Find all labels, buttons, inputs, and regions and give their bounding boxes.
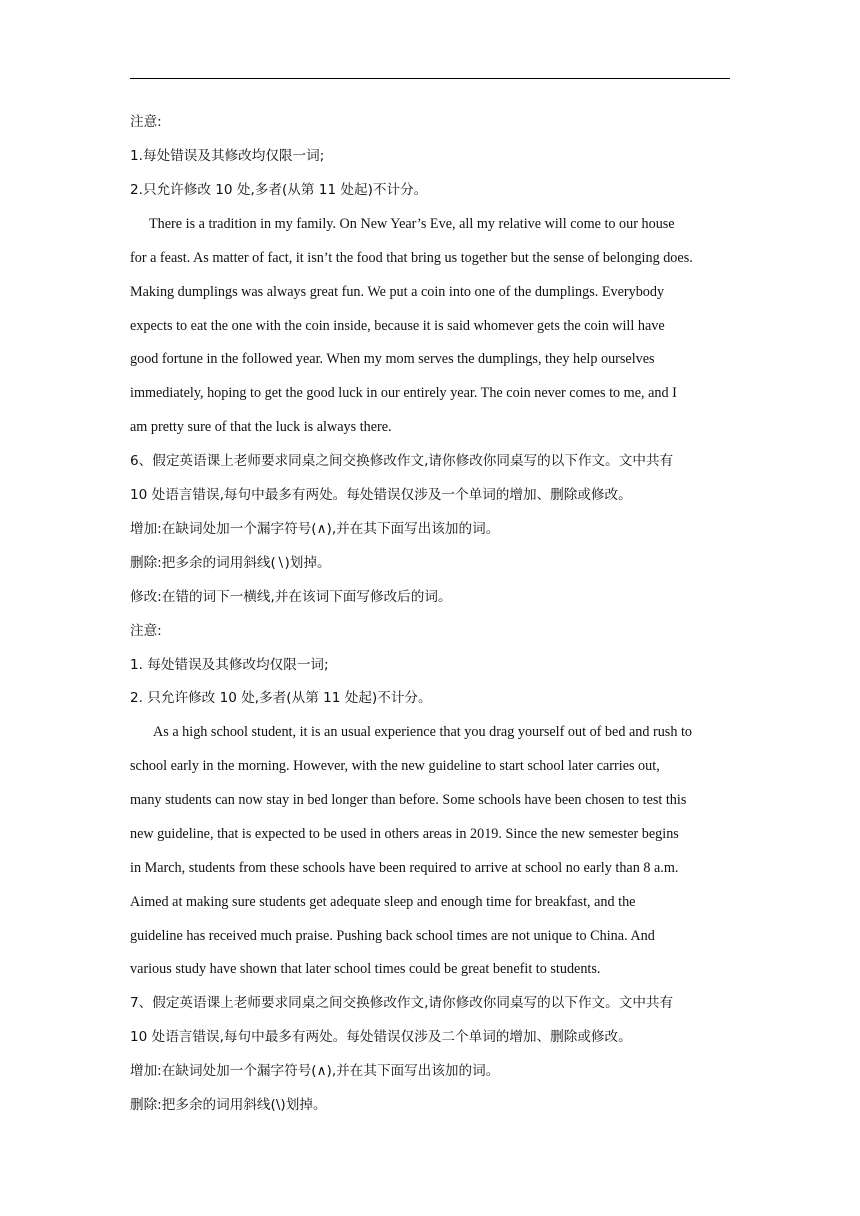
header-rule <box>130 78 730 79</box>
note-item-2: 2.只允许修改 10 处,多者(从第 11 处起)不计分。 <box>130 182 428 198</box>
passage-line: expects to eat the one with the coin inside, because it is said whomever gets the coin will have <box>130 318 665 334</box>
passage-line: There is a tradition in my family. On New Year’s Eve, all my relative will come to our house <box>149 216 675 232</box>
note-item-2: 2. 只允许修改 10 处,多者(从第 11 处起)不计分。 <box>130 690 432 706</box>
passage-line: good fortune in the followed year. When my mom serves the dumplings, they help ourselves <box>130 351 655 367</box>
passage-line: Making dumplings was always great fun. We put a coin into one of the dumplings. Everybody <box>130 284 665 300</box>
passage-line: Aimed at making sure students get adequate sleep and enough time for breakfast, and the <box>130 894 636 910</box>
passage-line: for a feast. As matter of fact, it isn’t the food that bring us together but the sense of belonging does. <box>130 250 693 266</box>
passage-line: As a high school student, it is an usual experience that you drag yourself out of bed and rush to <box>153 724 693 740</box>
passage-line: in March, students from these schools have been required to arrive at school no early than 8 a.m. <box>130 860 679 876</box>
instruction-delete: 删除:把多余的词用斜线(\)划掉。 <box>130 1097 327 1113</box>
passage-line: am pretty sure of that the luck is always there. <box>130 419 392 435</box>
instruction-add: 增加:在缺词处加一个漏字符号(∧),并在其下面写出该加的词。 <box>130 521 500 537</box>
question-6-instructions: 10 处语言错误,每句中最多有两处。每处错误仅涉及一个单词的增加、删除或修改。 <box>130 487 632 503</box>
instruction-modify: 修改:在错的词下一横线,并在该词下面写修改后的词。 <box>130 589 452 605</box>
question-6-title: 6、假定英语课上老师要求同桌之间交换修改作文,请你修改你同桌写的以下作文。文中共有 <box>130 453 674 469</box>
instruction-delete: 删除:把多余的词用斜线(∖)划掉。 <box>130 555 331 571</box>
passage-line: various study have shown that later school times could be great benefit to students. <box>130 961 601 977</box>
note-item-1: 1. 每处错误及其修改均仅限一词; <box>130 657 329 673</box>
passage-line: school early in the morning. However, with the new guideline to start school later carries out, <box>130 758 660 774</box>
passage-line: immediately, hoping to get the good luck in our entirely year. The coin never comes to me, and I <box>130 385 677 401</box>
note-heading: 注意: <box>130 114 162 130</box>
passage-line: new guideline, that is expected to be used in others areas in 2019. Since the new semester begins <box>130 826 679 842</box>
instruction-add: 增加:在缺词处加一个漏字符号(∧),并在其下面写出该加的词。 <box>130 1063 500 1079</box>
note-heading: 注意: <box>130 623 162 639</box>
question-7-instructions: 10 处语言错误,每句中最多有两处。每处错误仅涉及二个单词的增加、删除或修改。 <box>130 1029 632 1045</box>
question-7-title: 7、假定英语课上老师要求同桌之间交换修改作文,请你修改你同桌写的以下作文。文中共有 <box>130 995 674 1011</box>
passage-line: guideline has received much praise. Pushing back school times are not unique to China. And <box>130 928 655 944</box>
note-item-1: 1.每处错误及其修改均仅限一词; <box>130 148 325 164</box>
passage-line: many students can now stay in bed longer than before. Some schools have been chosen to test this <box>130 792 687 808</box>
